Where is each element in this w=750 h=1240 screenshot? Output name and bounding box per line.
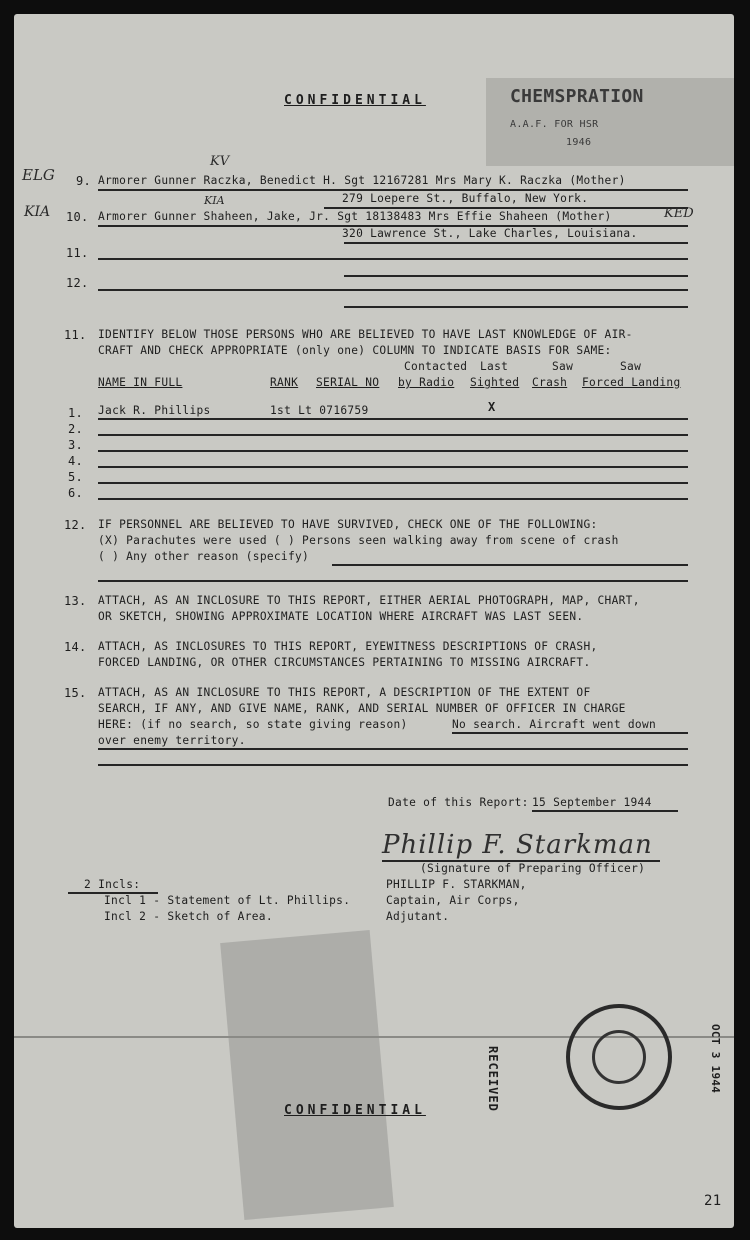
- signature-caption: (Signature of Preparing Officer): [420, 862, 646, 875]
- row-9-address-underline: [324, 207, 688, 209]
- table-row-1-underline: [98, 418, 688, 420]
- row-12-number: 12.: [66, 276, 89, 290]
- row-9-number: 9.: [76, 174, 92, 188]
- report-date-underline: [532, 810, 678, 812]
- inclosure-1: Incl 1 - Statement of Lt. Phillips.: [104, 894, 351, 907]
- report-date-value: 15 September 1944: [532, 796, 652, 809]
- table-row-5-underline: [98, 482, 688, 484]
- inclosure-2: Incl 2 - Sketch of Area.: [104, 910, 273, 923]
- section-15-number: 15.: [64, 686, 87, 700]
- section-12-line-3: ( ) Any other reason (specify): [98, 550, 310, 563]
- section-15-line-2: SEARCH, IF ANY, AND GIVE NAME, RANK, AND SERIAL NUMBER OF OFFICER IN CHARGE: [98, 702, 626, 715]
- row-10-number: 10.: [66, 210, 89, 224]
- row-11-address-underline: [344, 275, 688, 277]
- margin-annotation-2: KIA: [24, 204, 51, 220]
- margin-annotation-1: ELG: [22, 166, 55, 184]
- col-saw2-top: Saw: [620, 360, 642, 373]
- row-9-address: 279 Loepere St., Buffalo, New York.: [342, 192, 589, 205]
- document-page: [14, 14, 734, 1228]
- section-12-specify-line: [332, 564, 688, 566]
- table-row-1-rank-serial: 1st Lt 0716759: [270, 404, 369, 417]
- stamp-line-1: CHEMSPRATION: [510, 86, 644, 107]
- page-number: 21: [704, 1193, 722, 1209]
- section-13-number: 13.: [64, 594, 87, 608]
- section-11-line-2: CRAFT AND CHECK APPROPRIATE (only one) COLUMN TO INDICATE BASIS FOR SAME:: [98, 344, 612, 357]
- col-saw2-bottom: Forced Landing: [582, 376, 681, 389]
- table-row-2-number: 2.: [68, 422, 84, 436]
- col-rank: RANK: [270, 376, 299, 389]
- row-12-address-underline: [344, 306, 688, 308]
- signature-name: PHILLIP F. STARKMAN,: [386, 878, 527, 891]
- section-14-number: 14.: [64, 640, 87, 654]
- section-15-answer-2: over enemy territory.: [98, 734, 246, 747]
- row-11-number: 11.: [66, 246, 89, 260]
- table-row-5-number: 5.: [68, 470, 84, 484]
- section-11-line-1: IDENTIFY BELOW THOSE PERSONS WHO ARE BELIEVED TO HAVE LAST KNOWLEDGE OF AIR-: [98, 328, 633, 341]
- row-10-annotation-end: KED: [664, 206, 694, 221]
- section-15-answer-line-2: [98, 748, 688, 750]
- signature-rank: Captain, Air Corps,: [386, 894, 520, 907]
- section-15-answer-line-3: [98, 764, 688, 766]
- section-13-line-2: OR SKETCH, SHOWING APPROXIMATE LOCATION WHERE AIRCRAFT WAS LAST SEEN.: [98, 610, 584, 623]
- section-15-line-1: ATTACH, AS AN INCLOSURE TO THIS REPORT, A DESCRIPTION OF THE EXTENT OF: [98, 686, 591, 699]
- seal-inner-ring: [592, 1030, 646, 1084]
- section-14-line-2: FORCED LANDING, OR OTHER CIRCUMSTANCES PERTAINING TO MISSING AIRCRAFT.: [98, 656, 591, 669]
- row-12-underline: [98, 289, 688, 291]
- col-contacted-bottom: by Radio: [398, 376, 455, 389]
- footer-classification: CONFIDENTIAL: [284, 1103, 426, 1118]
- tape-strip: [220, 930, 394, 1220]
- header-classification: CONFIDENTIAL: [284, 93, 426, 108]
- table-row-3-underline: [98, 450, 688, 452]
- section-12-number: 12.: [64, 518, 87, 532]
- report-date-label: Date of this Report:: [388, 796, 529, 809]
- col-saw1-bottom: Crash: [532, 376, 568, 389]
- received-date: OCT 3 1944: [709, 1024, 722, 1094]
- section-15-answer-1: No search. Aircraft went down: [452, 718, 657, 731]
- table-row-1-number: 1.: [68, 406, 84, 420]
- table-row-4-underline: [98, 466, 688, 468]
- stamp-line-3: 1946: [566, 137, 592, 148]
- row-9-underline: [98, 189, 688, 191]
- col-name: NAME IN FULL: [98, 376, 183, 389]
- table-row-4-number: 4.: [68, 454, 84, 468]
- signature-title: Adjutant.: [386, 910, 450, 923]
- stamp-line-2: A.A.F. FOR HSR: [510, 119, 599, 130]
- section-15-answer-line-1: [452, 732, 688, 734]
- top-right-stamp: [486, 78, 734, 166]
- received-word: RECEIVED: [486, 1046, 500, 1112]
- col-last-top: Last: [480, 360, 509, 373]
- section-13-line-1: ATTACH, AS AN INCLOSURE TO THIS REPORT, EITHER AERIAL PHOTOGRAPH, MAP, CHART,: [98, 594, 640, 607]
- col-serial: SERIAL NO: [316, 376, 380, 389]
- row-11-underline: [98, 258, 688, 260]
- row-10-text: Armorer Gunner Shaheen, Jake, Jr. Sgt 18138483 Mrs Effie Shaheen (Mother): [98, 210, 612, 223]
- col-last-bottom: Sighted: [470, 376, 520, 389]
- row-10-address: 320 Lawrence St., Lake Charles, Louisiana.: [342, 227, 638, 240]
- table-row-1-name: Jack R. Phillips: [98, 404, 211, 417]
- table-row-6-number: 6.: [68, 486, 84, 500]
- table-row-6-underline: [98, 498, 688, 500]
- section-14-line-1: ATTACH, AS INCLOSURES TO THIS REPORT, EYEWITNESS DESCRIPTIONS OF CRASH,: [98, 640, 598, 653]
- col-contacted-top: Contacted: [404, 360, 468, 373]
- section-12-line-2: (X) Parachutes were used ( ) Persons seen walking away from scene of crash: [98, 534, 619, 547]
- section-15-line-3-prefix: HERE: (if no search, so state giving reason): [98, 718, 408, 731]
- section-12-line-1: IF PERSONNEL ARE BELIEVED TO HAVE SURVIVED, CHECK ONE OF THE FOLLOWING:: [98, 518, 598, 531]
- section-11-number: 11.: [64, 328, 87, 342]
- col-saw1-top: Saw: [552, 360, 574, 373]
- row-10-address-underline: [344, 242, 688, 244]
- inclosures-count: 2 Incls:: [84, 878, 141, 891]
- received-seal-icon: [566, 1004, 672, 1110]
- table-row-3-number: 3.: [68, 438, 84, 452]
- table-row-2-underline: [98, 434, 688, 436]
- section-12-extra-line: [98, 580, 688, 582]
- row-10-annotation: KIA: [204, 194, 225, 207]
- signature-script: Phillip F. Starkman: [382, 830, 653, 860]
- row-9-annotation: KV: [210, 154, 230, 169]
- table-row-1-mark: X: [488, 400, 496, 414]
- row-9-text: Armorer Gunner Raczka, Benedict H. Sgt 12167281 Mrs Mary K. Raczka (Mother): [98, 174, 626, 187]
